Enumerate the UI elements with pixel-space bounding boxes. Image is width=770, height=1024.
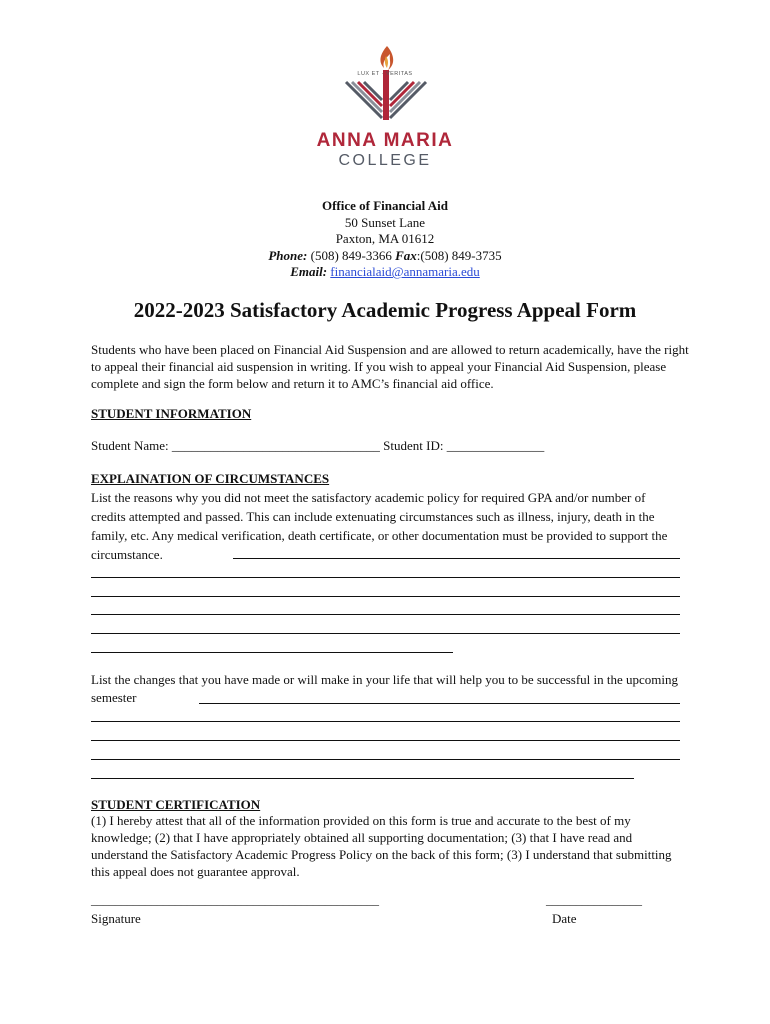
fax-number: :(508) 849-3735 bbox=[416, 247, 502, 263]
office-name: Office of Financial Aid bbox=[321, 198, 449, 213]
changes-answer-line[interactable] bbox=[91, 759, 680, 760]
email-label: Email: bbox=[290, 264, 328, 279]
office-street: 50 Sunset Lane bbox=[344, 214, 426, 230]
circumstances-heading: EXPLAINATION OF CIRCUMSTANCES bbox=[91, 471, 330, 486]
phone-label: Phone: bbox=[268, 247, 308, 263]
student-info-heading: STUDENT INFORMATION bbox=[91, 406, 252, 421]
changes-text: List the changes that you have made or will make in your life that will help you to be successful in the upcoming semester bbox=[91, 672, 679, 705]
logo-name: ANNA MARIA bbox=[316, 130, 454, 151]
date-line[interactable]: ________________ bbox=[546, 893, 642, 907]
changes-answer-line[interactable] bbox=[91, 740, 680, 741]
office-phone-line bbox=[0, 248, 770, 265]
signature-line[interactable]: ________________________________________________ bbox=[91, 893, 379, 907]
student-id-field[interactable]: Student ID: _______________ bbox=[383, 438, 545, 453]
circumstances-answer-line[interactable] bbox=[233, 558, 680, 559]
fax-label: Fax bbox=[395, 247, 417, 263]
certification-text: (1) I hereby attest that all of the information provided on this form is true and accurate to the best of my knowledge; (2) that I have appropriately obtained all supporting documentation; (3) that I have read and understand the Satisfactory Academic Progress Policy on the back of this form; (3) I understand that submitting this appeal does not guarantee approval. bbox=[91, 813, 672, 879]
changes-answer-line[interactable] bbox=[91, 778, 634, 779]
logo-motto: LUX ET · VERITAS bbox=[357, 71, 413, 77]
changes-answer-line[interactable] bbox=[199, 703, 680, 704]
student-name-field[interactable]: Student Name: ________________________________ bbox=[91, 438, 380, 453]
circumstances-answer-line[interactable] bbox=[91, 633, 680, 634]
email-link[interactable]: financialaid@annamaria.edu bbox=[330, 264, 480, 279]
date-label: Date bbox=[552, 911, 577, 926]
circumstances-answer-line[interactable] bbox=[91, 577, 680, 578]
intro-paragraph: Students who have been placed on Financial Aid Suspension and are allowed to return academically, have the right to appeal their financial aid suspension in writing. If you wish to appeal your Financial Aid Suspension, please complete and sign the form below and return it to AMC’s financial aid office. bbox=[91, 342, 689, 391]
page-title: 2022-2023 Satisfactory Academic Progress Appeal Form bbox=[133, 298, 637, 322]
office-city: Paxton, MA 01612 bbox=[335, 231, 435, 246]
certification-heading: STUDENT CERTIFICATION bbox=[91, 797, 261, 812]
office-email-line bbox=[0, 264, 770, 281]
circumstances-answer-line[interactable] bbox=[91, 596, 680, 597]
circumstances-answer-line[interactable] bbox=[91, 614, 680, 615]
circumstances-text: List the reasons why you did not meet the satisfactory academic policy for required GPA and/or number of credits attempted and passed. This can include extenuating circumstances such as illness, injury, death in the family, etc. Any medical verification, death certificate, or other documentation must be provided to support the circumstance. bbox=[91, 490, 668, 562]
circumstances-answer-line[interactable] bbox=[91, 652, 453, 653]
torch-book-icon bbox=[340, 44, 430, 128]
signature-label: Signature bbox=[91, 911, 141, 926]
phone-number: (508) 849-3366 bbox=[310, 247, 392, 263]
student-info-row bbox=[91, 438, 544, 454]
changes-answer-line[interactable] bbox=[91, 721, 680, 722]
office-address-block bbox=[0, 198, 770, 281]
logo-college: COLLEGE bbox=[338, 152, 432, 169]
college-logo bbox=[300, 44, 470, 174]
